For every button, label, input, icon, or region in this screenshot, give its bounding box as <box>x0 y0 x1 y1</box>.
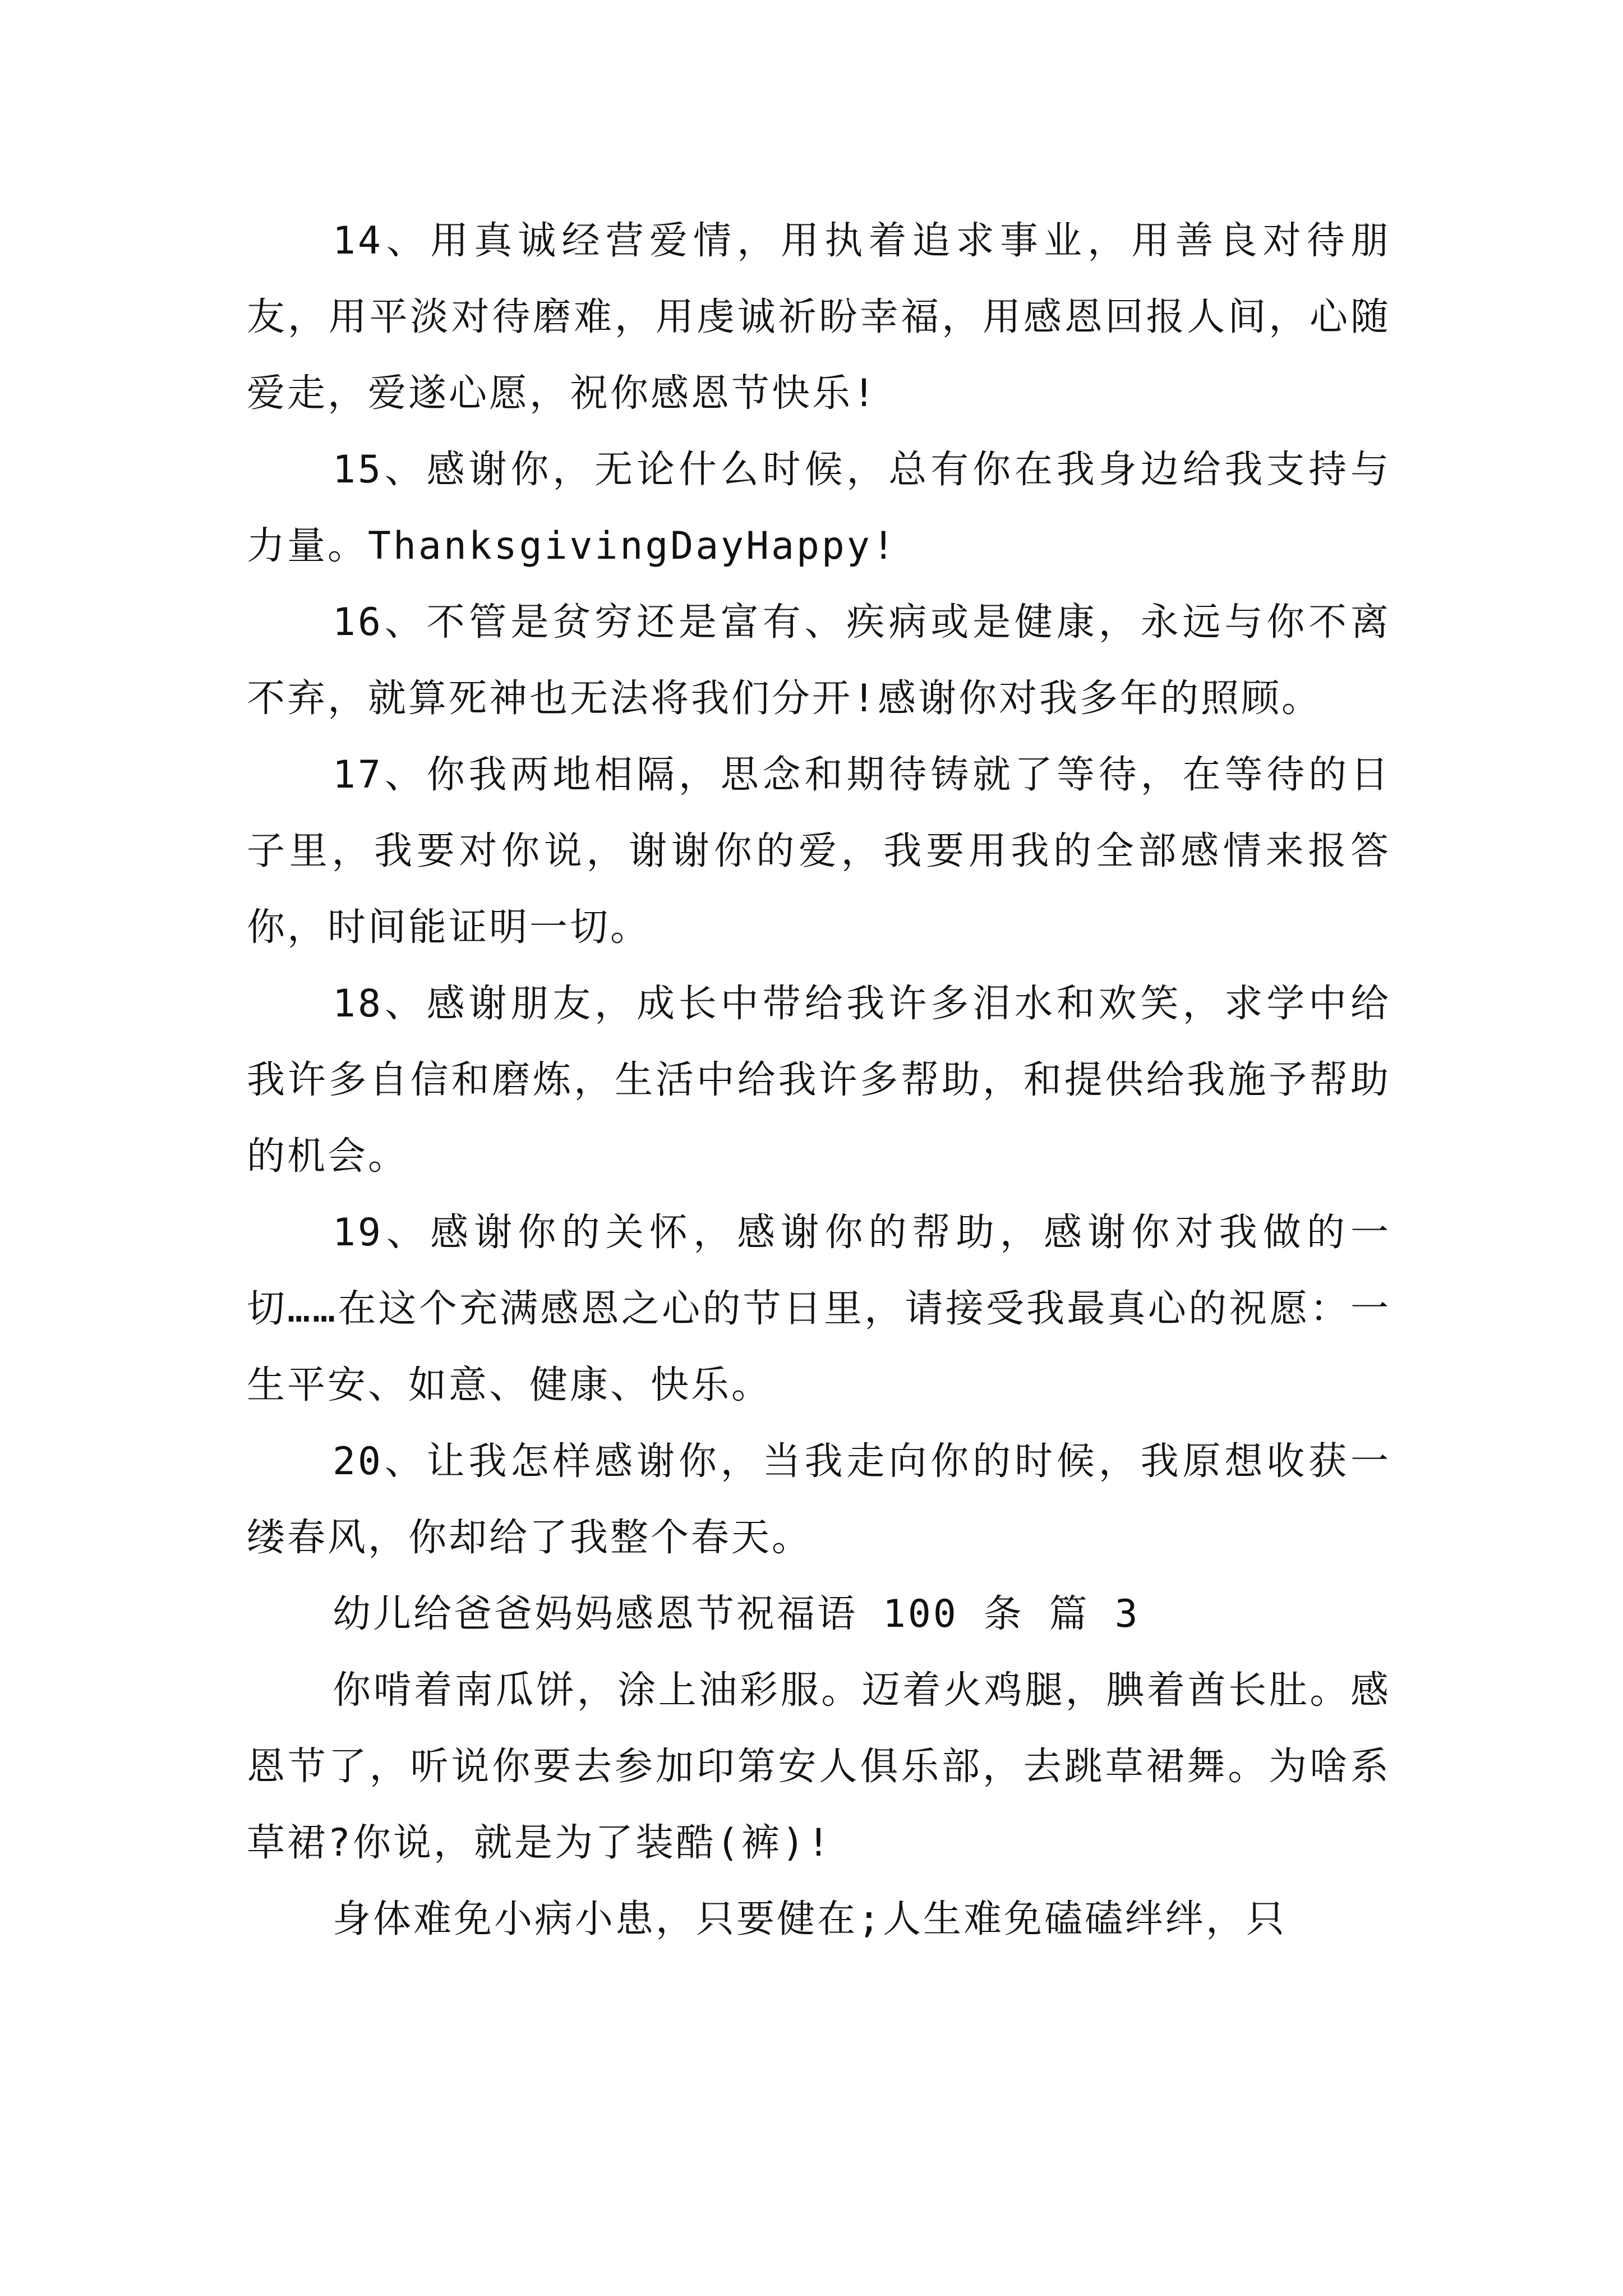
paragraph-20: 20、让我怎样感谢你，当我走向你的时候，我原想收获一缕春风，你却给了我整个春天。 <box>247 1439 1391 1560</box>
paragraph-18: 18、感谢朋友，成长中带给我许多泪水和欢笑，求学中给我许多自信和磨炼，生活中给我许多帮助，和提供给我施予帮助的机会。 <box>247 982 1391 1179</box>
paragraph-14: 14、用真诚经营爱情，用执着追求事业，用善良对待朋友，用平淡对待磨难，用虔诚祈盼幸福，用感恩回报人间，心随爱走，爱遂心愿，祝你感恩节快乐! <box>247 219 1391 416</box>
paragraph-health: 身体难免小病小患，只要健在;人生难免磕磕绊绊，只 <box>333 1897 1287 1941</box>
paragraph-19: 19、感谢你的关怀，感谢你的帮助，感谢你对我做的一切……在这个充满感恩之心的节日里，请接受我最真心的祝愿：一生平安、如意、健康、快乐。 <box>247 1211 1391 1407</box>
paragraph-15: 15、感谢你，无论什么时候，总有你在我身边给我支持与力量。ThanksgivingDayHappy! <box>247 448 1391 568</box>
section-heading: 幼儿给爸爸妈妈感恩节祝福语 100 条 篇 3 <box>333 1592 1140 1636</box>
paragraph-pumpkin: 你啃着南瓜饼，涂上油彩服。迈着火鸡腿，腆着酋长肚。感恩节了，听说你要去参加印第安人俱乐部，去跳草裙舞。为啥系草裙?你说，就是为了装酷(裤)! <box>247 1668 1391 1865</box>
paragraph-16: 16、不管是贫穷还是富有、疾病或是健康，永远与你不离不弃，就算死神也无法将我们分开!感谢你对我多年的照顾。 <box>247 600 1391 721</box>
document-body <box>247 203 1391 1958</box>
paragraph-17: 17、你我两地相隔，思念和期待铸就了等待，在等待的日子里，我要对你说，谢谢你的爱，我要用我的全部感情来报答你，时间能证明一切。 <box>247 753 1391 950</box>
